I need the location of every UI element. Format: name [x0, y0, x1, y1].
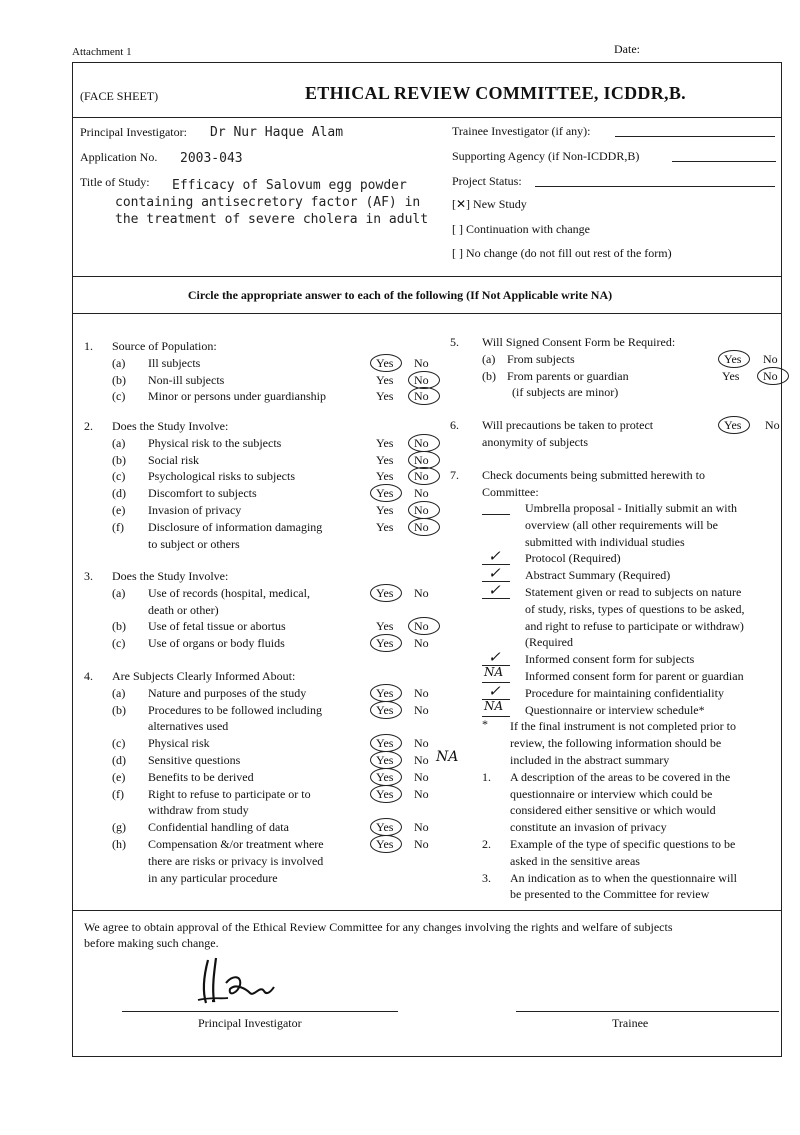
item-letter: (d)	[112, 486, 126, 501]
attachment-label: Attachment 1	[72, 46, 132, 58]
item-text: Procedures to be followed including	[148, 702, 322, 717]
trainee-signature-label: Trainee	[612, 1016, 649, 1030]
check-mark: ✓	[488, 547, 501, 566]
divider	[72, 313, 782, 314]
document-text: Questionnaire or interview schedule*	[525, 702, 705, 717]
item-subtext: (if subjects are minor)	[512, 385, 619, 399]
item-letter: (d)	[112, 753, 126, 767]
yes-option[interactable]: Yes	[376, 469, 394, 484]
item-text: death or other)	[148, 602, 219, 617]
document-text: overview (all other requirements will be	[525, 517, 718, 532]
agency-field[interactable]	[672, 161, 776, 162]
check-mark: NA	[484, 698, 504, 713]
section-text: Will precautions be taken to protect	[482, 418, 654, 432]
document-text: (Required	[525, 635, 573, 650]
item-text: Use of organs or body fluids	[148, 636, 285, 651]
instruction-text: Circle the appropriate answer to each of the following (If Not Applicable write NA)	[187, 288, 613, 302]
no-option[interactable]: No	[414, 619, 429, 634]
section-text: Check documents being submitted herewith to	[482, 468, 705, 482]
no-option[interactable]: No	[414, 585, 429, 600]
yes-option[interactable]: Yes	[376, 372, 394, 387]
yes-option[interactable]: Yes	[376, 753, 394, 767]
section-text: Committee:	[482, 484, 539, 499]
item-letter: (f)	[112, 519, 124, 534]
note-number: 1.	[482, 769, 491, 784]
title-label: Title of Study:	[80, 175, 150, 189]
item-letter: (f)	[112, 786, 124, 801]
no-option[interactable]: No	[765, 418, 780, 432]
no-option[interactable]: No	[414, 503, 429, 517]
section-number: 3.	[84, 569, 93, 583]
item-text: Nature and purposes of the study	[148, 685, 307, 700]
note-text: constitute an invasion of privacy	[510, 820, 667, 835]
item-letter: (e)	[112, 769, 126, 784]
yes-option[interactable]: Yes	[376, 452, 394, 467]
item-text: Use of fetal tissue or abortus	[148, 619, 286, 634]
yes-option[interactable]: Yes	[722, 369, 740, 383]
note-text: asked in the sensitive areas	[510, 853, 640, 868]
yes-option[interactable]: Yes	[376, 636, 394, 651]
pi-signature-line	[122, 1011, 398, 1012]
agency-label: Supporting Agency (if Non-ICDDR,B)	[452, 149, 640, 163]
no-option[interactable]: No	[414, 837, 429, 851]
application-label: Application No.	[80, 150, 158, 164]
note-text: Example of the type of specific questions to be	[510, 837, 736, 851]
trainee-label: Trainee Investigator (if any):	[452, 124, 591, 138]
yes-option[interactable]: Yes	[376, 355, 394, 370]
no-option[interactable]: No	[414, 372, 429, 387]
application-value: 2003-043	[180, 151, 243, 166]
no-option[interactable]: No	[414, 435, 429, 450]
title-line-1: Efficacy of Salovum egg powder	[172, 178, 407, 193]
item-text: Sensitive questions	[148, 753, 241, 767]
item-letter: (a)	[112, 435, 126, 450]
title-line-3: the treatment of severe cholera in adult	[115, 212, 429, 227]
no-change-option[interactable]: [ ] No change (do not fill out rest of the form)	[452, 246, 672, 260]
item-letter: (b)	[112, 372, 126, 387]
answer-circle	[370, 584, 402, 602]
no-option[interactable]: No	[414, 820, 429, 835]
item-text: to subject or others	[148, 536, 240, 551]
answer-circle	[408, 518, 440, 536]
yes-option[interactable]: Yes	[376, 619, 394, 634]
item-letter: (c)	[112, 469, 126, 484]
item-text: Use of records (hospital, medical,	[148, 585, 310, 600]
item-text: Minor or persons under guardianship	[148, 389, 326, 404]
note-text: An indication as to when the questionnaire will	[510, 870, 737, 885]
item-text: Disclosure of information damaging	[148, 519, 323, 534]
yes-option[interactable]: Yes	[376, 736, 394, 751]
item-letter: (b)	[112, 619, 126, 634]
item-letter: (a)	[112, 585, 126, 600]
yes-option[interactable]: Yes	[724, 418, 742, 432]
document-text: Umbrella proposal - Initially submit an with	[525, 501, 737, 515]
document-text: of study, risks, types of questions to be asked,	[525, 601, 745, 616]
section-number: 2.	[84, 419, 93, 433]
face-sheet-label: (FACE SHEET)	[80, 89, 159, 103]
committee-title: ETHICAL REVIEW COMMITTEE, ICDDR,B.	[305, 83, 686, 103]
yes-option[interactable]: Yes	[376, 435, 394, 450]
signature-image	[190, 955, 300, 1010]
no-option[interactable]: No	[414, 452, 429, 467]
no-option[interactable]: No	[414, 736, 429, 751]
section-number: 1.	[84, 339, 93, 353]
answer-circle	[757, 367, 789, 385]
answer-circle	[370, 684, 402, 702]
no-option[interactable]: No	[414, 769, 429, 784]
item-text: Confidential handling of data	[148, 820, 289, 835]
section-number: 4.	[84, 669, 93, 683]
section-number: 5.	[450, 335, 459, 349]
no-option[interactable]: No	[763, 352, 778, 366]
yes-option[interactable]: Yes	[376, 519, 394, 534]
document-text: and right to refuse to participate or withdraw)	[525, 618, 744, 633]
na-note: NA	[436, 749, 459, 765]
document-text: Informed consent form for subjects	[525, 652, 695, 667]
agreement-line-1: We agree to obtain approval of the Ethical Review Committee for any changes involving the rights and welfare of subjects	[84, 920, 673, 934]
yes-option[interactable]: Yes	[376, 486, 394, 501]
trainee-field[interactable]	[615, 136, 775, 137]
pi-value: Dr Nur Haque Alam	[210, 125, 344, 140]
trainee-signature-line	[516, 1011, 779, 1012]
no-option[interactable]: No	[414, 486, 429, 501]
note-number: 2.	[482, 837, 491, 851]
item-text: From parents or guardian	[507, 369, 629, 383]
item-letter: (c)	[112, 636, 126, 651]
no-option[interactable]: No	[414, 702, 429, 717]
item-letter: (a)	[482, 352, 496, 366]
answer-circle	[370, 835, 402, 853]
no-option[interactable]: No	[414, 519, 429, 534]
item-letter: (a)	[112, 355, 126, 370]
document-text: Statement given or read to subjects on nature	[525, 585, 742, 599]
no-option[interactable]: No	[763, 369, 778, 383]
item-text: Non-ill subjects	[148, 372, 225, 387]
item-text: Benefits to be derived	[148, 769, 254, 784]
section-title: Will Signed Consent Form be Required:	[482, 335, 676, 349]
yes-option[interactable]: Yes	[376, 786, 394, 801]
section-title: Does the Study Involve:	[112, 569, 229, 583]
document-text: Informed consent form for parent or guardian	[525, 669, 744, 683]
check-mark: NA	[484, 665, 504, 679]
item-text: withdraw from study	[148, 803, 249, 818]
answer-circle	[370, 768, 402, 786]
yes-option[interactable]: Yes	[376, 503, 394, 517]
pi-signature-label: Principal Investigator	[198, 1016, 302, 1030]
answer-circle	[370, 785, 402, 803]
item-letter: (h)	[112, 837, 126, 851]
item-text: Compensation &/or treatment where	[148, 837, 324, 851]
item-letter: (c)	[112, 736, 126, 751]
item-letter: (g)	[112, 820, 126, 835]
no-option[interactable]: No	[414, 469, 429, 484]
note-text: review, the following information should be	[510, 736, 722, 751]
item-text: there are risks or privacy is involved	[148, 853, 324, 868]
note-number: 3.	[482, 870, 491, 885]
item-text: Right to refuse to participate or to	[148, 786, 311, 801]
status-label: Project Status:	[452, 174, 522, 188]
pi-label: Principal Investigator:	[80, 125, 187, 139]
note-text: be presented to the Committee for review	[510, 887, 710, 902]
item-text: Psychological risks to subjects	[148, 469, 295, 484]
answer-circle	[408, 451, 440, 469]
yes-option[interactable]: Yes	[376, 769, 394, 784]
no-option[interactable]: No	[414, 636, 429, 651]
item-letter: (e)	[112, 503, 126, 517]
yes-option[interactable]: Yes	[376, 702, 394, 717]
document-text: Abstract Summary (Required)	[525, 568, 671, 583]
item-letter: (c)	[112, 389, 126, 404]
section-number: 7.	[450, 468, 459, 482]
title-line-2: containing antisecretory factor (AF) in	[115, 195, 421, 210]
answer-circle	[370, 751, 402, 769]
divider	[72, 276, 782, 277]
document-text: Protocol (Required)	[525, 551, 621, 566]
continuation-option[interactable]: [ ] Continuation with change	[452, 222, 590, 236]
status-field[interactable]	[535, 186, 775, 187]
note-text: considered either sensitive or which would	[510, 803, 716, 818]
answer-circle	[408, 371, 440, 389]
yes-option[interactable]: Yes	[376, 389, 394, 404]
answer-circle	[370, 701, 402, 719]
no-option[interactable]: No	[414, 786, 429, 801]
item-text: Invasion of privacy	[148, 503, 242, 517]
yes-option[interactable]: Yes	[724, 352, 742, 366]
date-label: Date:	[614, 42, 640, 56]
divider	[72, 910, 782, 911]
item-letter: (a)	[112, 685, 126, 700]
yes-option[interactable]: Yes	[376, 585, 394, 600]
item-text: Physical risk	[148, 736, 210, 751]
note-text: A description of the areas to be covered in the	[510, 769, 731, 784]
item-letter: (b)	[482, 369, 496, 383]
no-option[interactable]: No	[414, 389, 429, 404]
checkbox-line[interactable]	[482, 514, 510, 515]
item-text: alternatives used	[148, 719, 229, 734]
answer-circle	[718, 416, 750, 434]
no-option[interactable]: No	[414, 685, 429, 700]
check-mark: ✓	[488, 681, 501, 700]
yes-option[interactable]: Yes	[376, 837, 394, 851]
item-text: Ill subjects	[148, 355, 201, 370]
yes-option[interactable]: Yes	[376, 820, 394, 835]
section-title: Are Subjects Clearly Informed About:	[112, 669, 296, 683]
answer-circle	[718, 350, 750, 368]
item-text: Physical risk to the subjects	[148, 435, 282, 450]
no-option[interactable]: No	[414, 355, 429, 370]
divider	[72, 117, 782, 118]
item-text: in any particular procedure	[148, 870, 278, 885]
section-text: anonymity of subjects	[482, 434, 588, 449]
item-letter: (b)	[112, 452, 126, 467]
yes-option[interactable]: Yes	[376, 685, 394, 700]
section-number: 6.	[450, 418, 459, 432]
item-text: From subjects	[507, 352, 575, 366]
item-letter: (b)	[112, 702, 126, 717]
note-text: questionnaire or interview which could be	[510, 786, 713, 801]
item-text: Social risk	[148, 452, 199, 467]
note-text: included in the abstract summary	[510, 753, 670, 767]
note-text: If the final instrument is not completed prior to	[510, 719, 736, 734]
answer-circle	[408, 434, 440, 452]
check-mark: ✓	[488, 648, 501, 667]
agreement-line-2: before making such change.	[84, 936, 219, 950]
item-text: Discomfort to subjects	[148, 486, 257, 501]
section-title: Does the Study Involve:	[112, 419, 229, 433]
new-study-option[interactable]: [✕] New Study	[452, 197, 527, 211]
check-mark: ✓	[488, 564, 501, 583]
answer-circle	[370, 354, 402, 372]
document-text: Procedure for maintaining confidentiality	[525, 685, 724, 700]
section-title: Source of Population:	[112, 339, 217, 353]
note-star: *	[482, 717, 488, 732]
check-mark: ✓	[488, 581, 501, 599]
document-text: submitted with individual studies	[525, 534, 685, 549]
no-option[interactable]: No	[414, 753, 429, 767]
answer-circle	[408, 501, 440, 519]
